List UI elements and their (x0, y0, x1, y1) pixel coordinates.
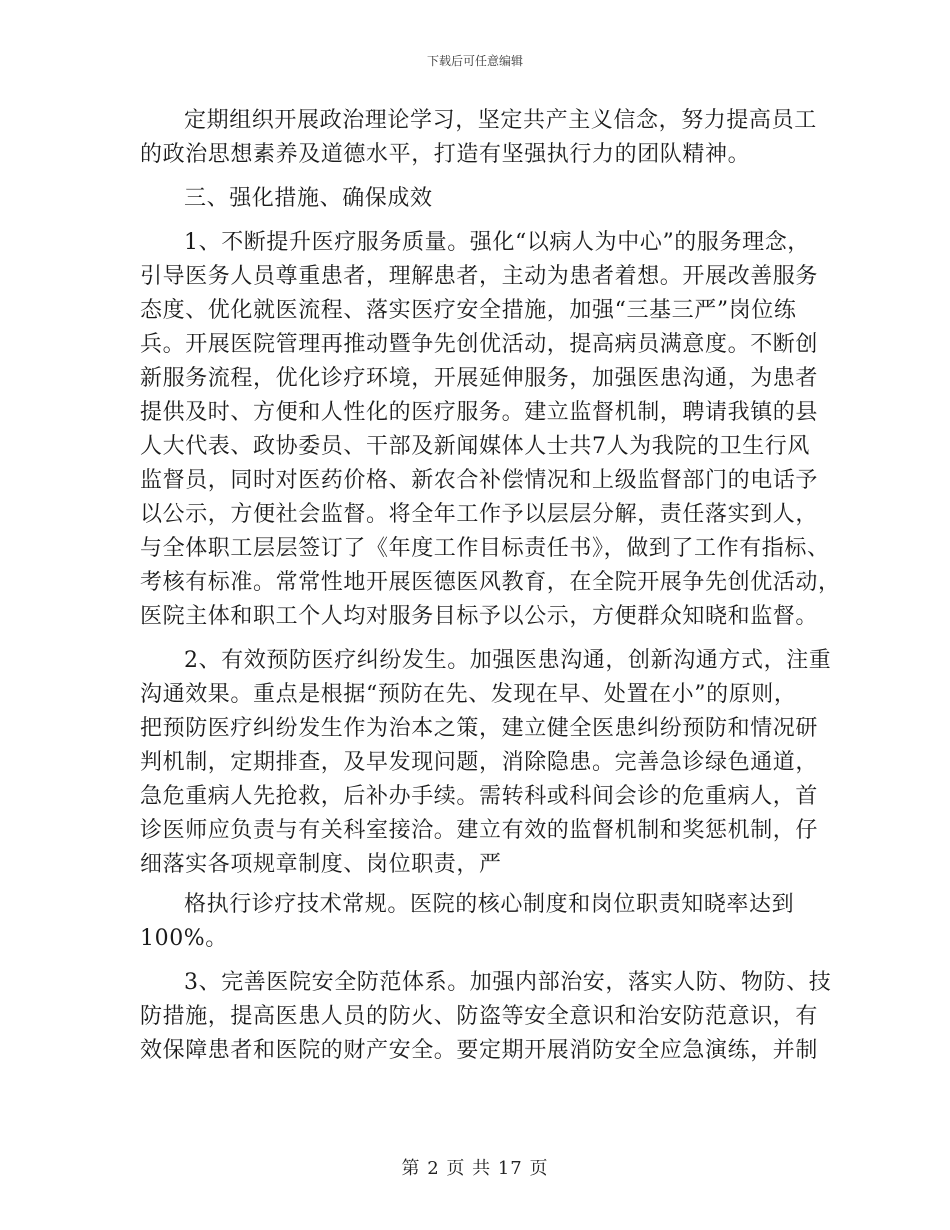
text-line: 3、完善医院安全防范体系。加强内部治安，落实人防、物防、技 (184, 970, 832, 995)
document-body (140, 104, 841, 1068)
section-heading: 三、强化措施、确保成效 (184, 186, 433, 211)
text-line: 监督员，同时对医药价格、新农合补偿情况和上级监督部门的电话予 (140, 468, 819, 493)
text-line: 2、有效预防医疗纠纷发生。加强医患沟通，创新沟通方式，注重 (184, 648, 832, 673)
text-line: 沟通效果。重点是根据“预防在先、发现在早、处置在小”的原则， (140, 682, 797, 707)
text-line: 定期组织开展政治理论学习，坚定共产主义信念，努力提高员工 (184, 108, 817, 133)
text-line: 新服务流程，优化诊疗环境，开展延伸服务，加强医患沟通，为患者 (140, 366, 819, 391)
page-header-note: 下载后可任意编辑 (426, 54, 523, 68)
text-line: 引导医务人员尊重患者，理解患者，主动为患者着想。开展改善服务 (140, 264, 819, 289)
text-line: 的政治思想素养及道德水平，打造有坚强执行力的团队精神。 (140, 142, 751, 167)
text-line: 100%。 (140, 926, 228, 951)
text-line: 细落实各项规章制度、岗位职责，严 (140, 852, 502, 877)
text-line: 与全体职工层层签订了《年度工作目标责任书》，做到了工作有指标、 (140, 536, 830, 561)
text-line: 格执行诊疗技术常规。医院的核心制度和岗位职责知晓率达到 (184, 892, 795, 917)
text-line: 防措施，提高医患人员的防火、防盗等安全意识和治安防范意识，有 (140, 1004, 819, 1029)
text-line: 医院主体和职工个人均对服务目标予以公示，方便群众知晓和监督。 (140, 604, 819, 629)
text-line: 以公示，方便社会监督。将全年工作予以层层分解，责任落实到人， (140, 502, 819, 527)
text-line: 人大代表、政协委员、干部及新闻媒体人士共7人为我院的卫生行风 (140, 434, 810, 459)
text-line: 急危重病人先抢救，后补办手续。需转科或科间会诊的危重病人，首 (140, 784, 819, 809)
text-line: 把预防医疗纠纷发生作为治本之策，建立健全医患纠纷预防和情况研 (140, 716, 819, 741)
text-line: 效保障患者和医院的财产安全。要定期开展消防安全应急演练，并制 (140, 1038, 819, 1063)
text-line: 态度、优化就医流程、落实医疗安全措施，加强“三基三严”岗位练 (140, 298, 797, 323)
text-line: 判机制，定期排查，及早发现问题，消除隐患。完善急诊绿色通道， (140, 750, 819, 775)
text-line: 考核有标准。常常性地开展医德医风教育，在全院开展争先创优活动， (140, 570, 841, 595)
page-number-footer: 第 2 页 共 17 页 (401, 1158, 549, 1179)
text-line: 诊医师应负责与有关科室接洽。建立有效的监督机制和奖惩机制，仔 (140, 818, 819, 843)
text-line: 提供及时、方便和人性化的医疗服务。建立监督机制，聘请我镇的县 (140, 400, 819, 425)
text-line: 兵。开展医院管理再推动暨争先创优活动，提高病员满意度。不断创 (140, 332, 819, 357)
text-line: 1、不断提升医疗服务质量。强化“以病人为中心”的服务理念， (184, 230, 810, 255)
